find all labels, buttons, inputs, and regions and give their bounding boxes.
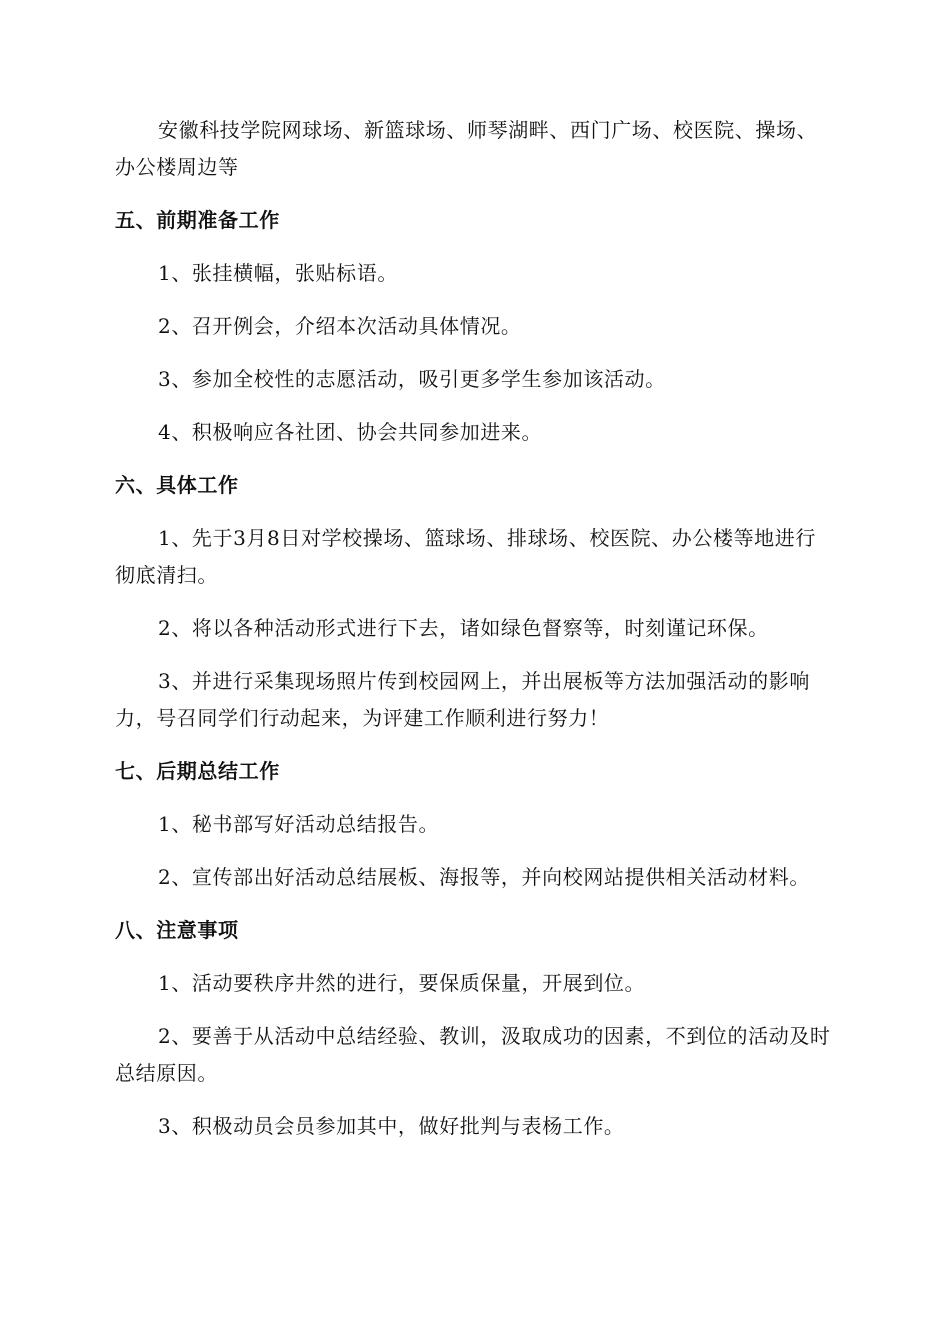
- list-item: 3、积极动员会员参加其中，做好批判与表杨工作。: [158, 1114, 625, 1138]
- section-heading-notes: 八、注意事项: [115, 918, 239, 942]
- list-item: 3、参加全校性的志愿活动，吸引更多学生参加该活动。: [158, 367, 666, 391]
- section-heading-specific-work: 六、具体工作: [115, 473, 239, 497]
- list-item: 1、活动要秩序井然的进行，要保质保量，开展到位。: [158, 971, 646, 995]
- document-body: [115, 112, 835, 1161]
- section-heading-summary-work: 七、后期总结工作: [115, 759, 280, 783]
- list-item: 2、将以各种活动形式进行下去，诸如绿色督察等，时刻谨记环保。: [158, 616, 769, 640]
- list-item: 2、召开例会，介绍本次活动具体情况。: [158, 314, 522, 338]
- intro-paragraph: 安徽科技学院网球场、新篮球场、师琴湖畔、西门广场、校医院、操场、办公楼周边等: [115, 118, 818, 179]
- section-heading-preparation: 五、前期准备工作: [115, 208, 280, 232]
- list-item: 4、积极响应各社团、协会共同参加进来。: [158, 420, 543, 444]
- list-item: 2、要善于从活动中总结经验、教训，汲取成功的因素，不到位的活动及时总结原因。: [115, 1024, 831, 1085]
- list-item: 1、秘书部写好活动总结报告。: [158, 812, 440, 836]
- list-item: 2、宣传部出好活动总结展板、海报等，并向校网站提供相关活动材料。: [158, 865, 810, 889]
- list-item: 1、先于3月8日对学校操场、篮球场、排球场、校医院、办公楼等地进行彻底清扫。: [115, 526, 816, 587]
- list-item: 3、并进行采集现场照片传到校园网上，并出展板等方法加强活动的影响力，号召同学们行动起来，为评建工作顺利进行努力！: [115, 669, 810, 730]
- list-item: 1、张挂横幅，张贴标语。: [158, 261, 398, 285]
